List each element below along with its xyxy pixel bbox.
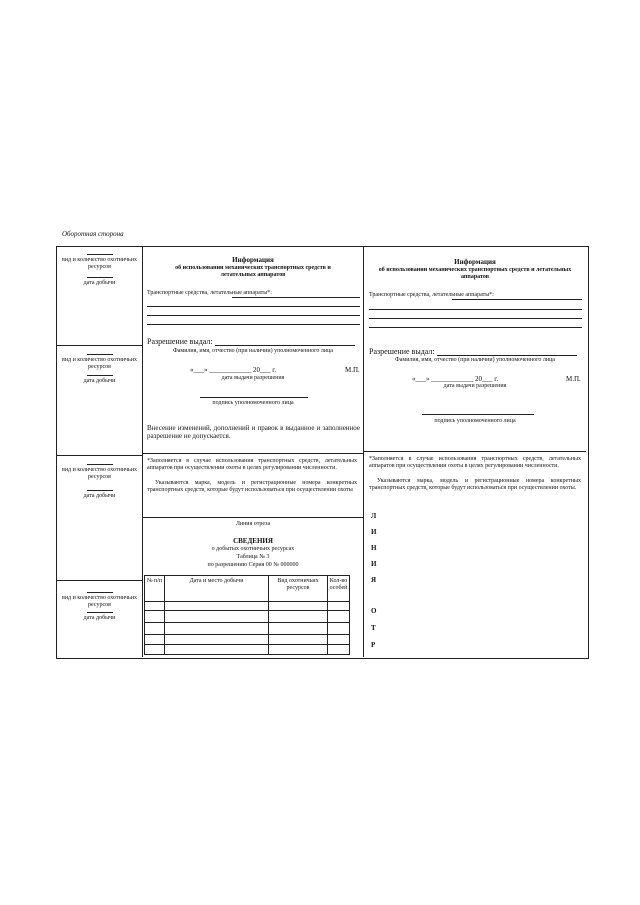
right-transport-input-line[interactable] — [369, 318, 582, 319]
permit-number: по разрешению Серия 00 № 000000 — [207, 562, 299, 568]
date-label: дата добычи — [83, 280, 116, 286]
date-label: дата добычи — [83, 493, 116, 499]
vertical-letter: И — [371, 528, 377, 536]
date-label: дата добычи — [83, 378, 116, 384]
left-block-4 — [57, 585, 142, 655]
transport-input-line[interactable] — [147, 324, 360, 325]
resource-kind-label: вид и количество охотничьих ресурсов — [61, 467, 137, 480]
resource-kind-label: вид и количество охотничьих ресурсов — [61, 595, 137, 608]
vertical-letter: Н — [371, 544, 377, 552]
right-fio-caption: Фамилия, имя, отчество (при наличии) уполномоченного лица — [395, 357, 555, 363]
table-header-count: Кол-во особей — [329, 578, 348, 591]
side-label: Оборотная сторона — [62, 230, 124, 238]
date-caption: дата выдачи разрешения — [221, 375, 285, 381]
catch-table — [144, 575, 350, 655]
right-subtitle: об использовании механических транспортных средств и летательных аппаратов — [378, 267, 572, 280]
date-line[interactable]: «___» ____________ 20___ г. — [190, 366, 277, 374]
right-footnote-separator — [364, 451, 586, 452]
divider-left — [142, 246, 143, 657]
footnote-separator — [143, 453, 363, 454]
right-transport-input-line[interactable] — [452, 299, 582, 300]
left-block-1 — [57, 248, 142, 348]
transport-label: Транспортные средства, летательные аппараты*: — [147, 290, 272, 296]
date-label: дата добычи — [83, 615, 116, 621]
transport-input-line[interactable] — [147, 306, 360, 307]
left-block-divider — [57, 345, 142, 346]
signature-line[interactable] — [200, 397, 308, 398]
left-block-3 — [57, 460, 142, 560]
cut-line-label: Линия отреза — [235, 521, 271, 527]
cut-separator — [143, 517, 363, 518]
right-permit-issued-label: Разрешение выдал: — [369, 347, 435, 356]
right-mp-label: М.П. — [566, 375, 581, 383]
vertical-letter: Я — [371, 576, 377, 584]
footnote-1: *Заполняется в случае использования транспортных средств, летательных аппаратов при осуществлении охоты в целях регулировании численности. — [147, 458, 357, 471]
right-footnote-2: Указываются марка, модель и регистрационные номера конкретных транспортных средств, которые будут использоваться при осуществлении охоты. — [369, 478, 581, 491]
table-number: Таблица № 3 — [236, 554, 270, 560]
vertical-letter: О — [371, 607, 377, 615]
signature-caption: подпись уполномоченного лица — [212, 400, 294, 406]
vertical-letter: Р — [371, 641, 376, 649]
table-header-num: № п/п — [146, 578, 163, 584]
resource-kind-label: вид и количество охотничьих ресурсов — [61, 257, 137, 270]
vertical-letter: И — [371, 560, 377, 568]
issuer-input-line[interactable] — [215, 345, 355, 346]
middle-title: Информация — [232, 256, 274, 264]
right-signature-line[interactable] — [422, 414, 534, 415]
vertical-letter: Л — [371, 512, 377, 520]
left-block-divider — [57, 455, 142, 456]
right-signature-caption: подпись уполномоченного лица — [434, 418, 516, 424]
fio-caption: Фамилия, имя, отчество (при наличии) уполномоченного лица — [173, 348, 333, 354]
right-footnote-1: *Заполняется в случае использования транспортных средств, летательных аппаратов при осуществлении охоты в целях регулировании численности. — [369, 456, 581, 469]
transport-input-line[interactable] — [232, 297, 360, 298]
transport-input-line[interactable] — [147, 315, 360, 316]
table-header-date-place: Дата и место добычи — [189, 578, 244, 584]
info-title: СВЕДЕНИЯ — [233, 537, 273, 545]
right-transport-label: Транспортные средства, летательные аппараты*: — [369, 292, 494, 298]
right-issuer-input-line[interactable] — [437, 355, 577, 356]
footnote-2: Указываются марка, модель и регистрационные номера конкретных транспортных средств, которые будут использоваться при осуществлении охоты — [147, 480, 357, 493]
vertical-letter: Т — [371, 624, 376, 632]
left-block-2 — [57, 350, 142, 450]
right-date-caption: дата выдачи разрешения — [443, 383, 507, 389]
middle-subtitle: об использовании механических транспортных средств и летательных аппаратов — [175, 265, 331, 278]
right-title: Информация — [454, 258, 496, 266]
left-block-divider — [57, 580, 142, 581]
right-transport-input-line[interactable] — [369, 327, 582, 328]
resource-kind-label: вид и количество охотничьих ресурсов — [61, 357, 137, 370]
notice-text: Внесение изменений, дополнений и правок в выданное и заполненное разрешение не допускается. — [147, 424, 360, 440]
permit-issued-label: Разрешение выдал: — [147, 337, 213, 346]
info-subtitle: о добытых охотничьих ресурсах — [211, 546, 295, 552]
right-date-line[interactable]: «___» ____________ 20___ г. — [412, 375, 499, 383]
mp-label: М.П. — [345, 366, 360, 374]
right-transport-input-line[interactable] — [369, 309, 582, 310]
table-header-species: Вид охотничьих ресурсов — [277, 578, 319, 591]
